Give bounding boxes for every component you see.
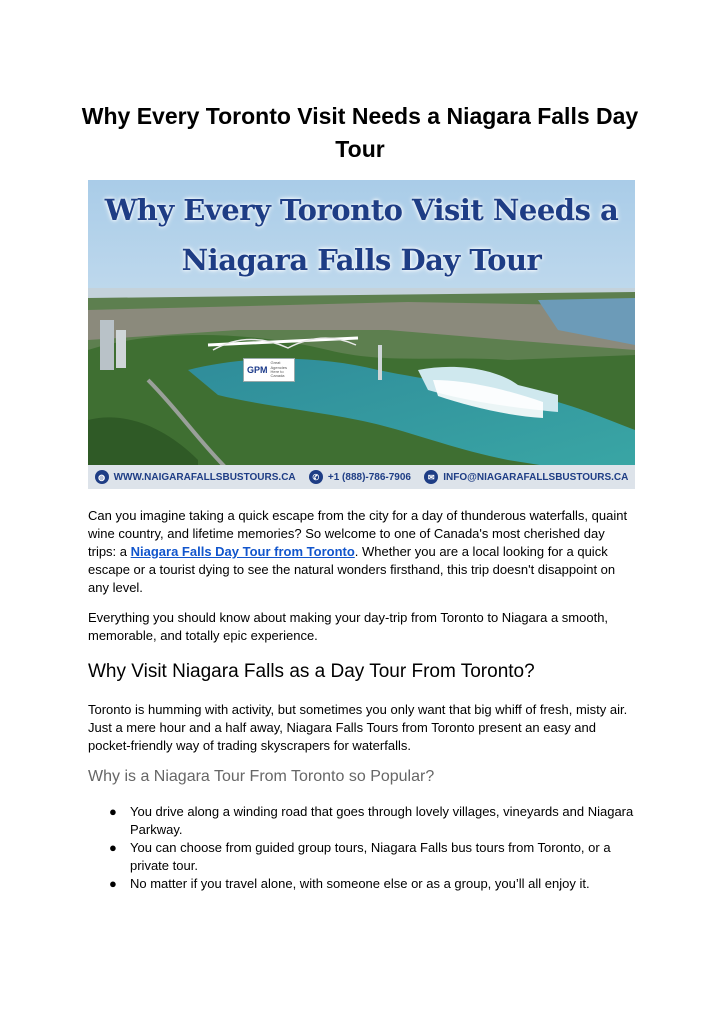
intro-text-after: . Whether you are a local looking for a quick escape or a tourist dying to see the natural wonders firsthand, this trip doesn't disappoint on any level. — [88, 544, 616, 595]
intro-paragraph — [88, 507, 636, 597]
logo-subtext: Great Agencies Here to Canada — [270, 360, 287, 379]
paragraph-2: Everything you should know about making your day-trip from Toronto to Niagara a smooth, memorable, and totally epic experience. — [88, 610, 609, 643]
hero-headline-line1: Why Every Toronto Visit Needs a — [104, 193, 619, 227]
list-item-text: You drive along a winding road that goes through lovely villages, vineyards and Niagara Parkway. — [130, 804, 634, 837]
phone-contact — [309, 470, 411, 484]
company-logo — [243, 358, 295, 382]
phone-text: +1 (888)-786-7906 — [327, 471, 411, 483]
list-item-text: No matter if you travel alone, with someone else or as a group, you’ll all enjoy it. — [130, 876, 590, 891]
list-item-text: You can choose from guided group tours, Niagara Falls bus tours from Toronto, or a private tour. — [130, 840, 611, 873]
phone-icon: ✆ — [309, 470, 323, 484]
email-text: INFO@NIAGARAFALLSBUSTOURS.CA — [443, 471, 629, 483]
contact-bar — [88, 465, 635, 489]
bullet-icon: ● — [109, 840, 117, 855]
website-text: WWW.NAIGARAFALLSBUSTOURS.CA — [113, 471, 296, 483]
email-icon: ✉ — [424, 470, 438, 484]
list-item — [88, 839, 636, 875]
bullet-list — [88, 803, 636, 893]
list-item — [88, 875, 636, 893]
paragraph-3: Toronto is humming with activity, but sometimes you only want that big whiff of fresh, misty air. Just a mere hour and a half away, Niagara Falls Tours from Toronto present an easy and pocket-friendly way of trading skyscrapers for waterfalls. — [88, 702, 628, 753]
bullet-icon: ● — [109, 876, 117, 891]
bullet-icon: ● — [109, 804, 117, 819]
subsection-heading: Why is a Niagara Tour From Toronto so Popular? — [88, 768, 435, 785]
email-contact — [424, 470, 628, 484]
list-item — [88, 803, 636, 839]
tour-link[interactable]: Niagara Falls Day Tour from Toronto — [130, 544, 355, 559]
page-title: Why Every Toronto Visit Needs a Niagara Falls Day Tour — [81, 103, 639, 162]
hero-image — [88, 180, 635, 489]
website-contact — [95, 470, 296, 484]
logo-text: GPM — [247, 365, 268, 375]
intro-text-before: Can you imagine taking a quick escape from the city for a day of thunderous waterfalls, quaint wine country, and lifetime memories? So welcome to one of Canada's most cherished day trips: a — [88, 508, 628, 559]
section-heading: Why Visit Niagara Falls as a Day Tour From Toronto? — [88, 661, 535, 682]
globe-icon: ◍ — [95, 470, 109, 484]
hero-headline-line2: Niagara Falls Day Tour — [181, 243, 542, 277]
